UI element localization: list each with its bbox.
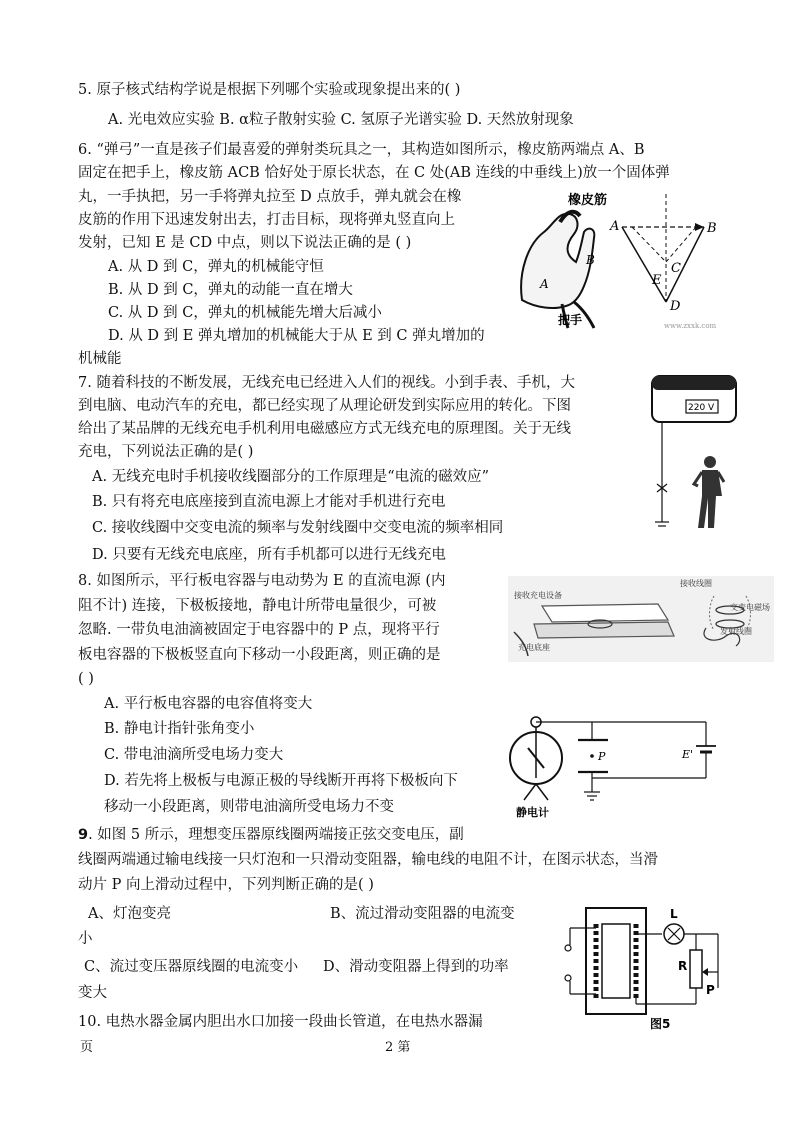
slingshot-figure	[514, 182, 724, 332]
label-b-left: B	[586, 253, 595, 267]
q8-option-c: C. 带电油滴所受电场力变大	[104, 747, 284, 763]
q9-line3: 动片 P 向上滑动过程中，下列判断正确的是( )	[78, 877, 374, 893]
q6-option-d-cont: 机械能	[78, 351, 122, 367]
capacitor-circuit-figure	[506, 712, 732, 820]
q9-option-c: C、流过变压器原线圈的电流变小	[84, 959, 299, 975]
q6-option-d: D. 从 D 到 E 弹丸增加的机械能大于从 E 到 C 弹丸增加的	[108, 328, 485, 344]
label-receiving-coil: 接收线圈	[680, 579, 712, 588]
q7-option-c: C. 接收线圈中交变电流的频率与发射线圈中交变电流的频率相同	[92, 520, 504, 536]
q5-options: A. 光电效应实验 B. α粒子散射实验 C. 氢原子光谱实验 D. 天然放射现象	[108, 112, 574, 128]
label-c: C	[671, 261, 681, 276]
q9-line2: 线圈两端通过输电线接一只灯泡和一只滑动变阻器，输电线的电阻不计，在图示状态，当滑	[78, 852, 658, 868]
q6-option-c: C. 从 D 到 C，弹丸的机械能先增大后减小	[108, 305, 382, 321]
label-e: E	[652, 273, 662, 288]
label-handle: 把手	[558, 313, 583, 327]
footer-left: 页	[80, 1040, 94, 1055]
q8-line4: 板电容器的下极板竖直向下移动一小段距离，则正确的是	[78, 647, 441, 663]
voltage-label: 220 V	[688, 403, 715, 413]
label-b: B	[707, 221, 717, 236]
label-rubber-band: 橡皮筋	[568, 193, 608, 208]
q6-line3: 丸，一手执把，另一手将弹丸拉至 D 点放手，弹丸就会在橡	[78, 189, 462, 205]
q8-line1: 8. 如图所示，平行板电容器与电动势为 E 的直流电源 (内	[78, 573, 446, 589]
q8-option-d: D. 若先将上极板与电源正极的导线断开再将下极板向下	[104, 773, 458, 789]
q6-option-a: A. 从 D 到 C，弹丸的机械能守恒	[108, 259, 324, 275]
q7-line4: 充电，下列说法正确的是( )	[78, 444, 254, 460]
label-d: D	[670, 299, 681, 314]
label-electrometer: 静电计	[516, 806, 549, 819]
figure-caption: 图5	[650, 1017, 671, 1031]
q7-option-b: B. 只有将充电底座接到直流电源上才能对手机进行充电	[92, 494, 446, 510]
label-slider: P	[706, 983, 715, 997]
water-heater-figure	[648, 372, 740, 532]
label-receiving-device: 接收充电设备	[514, 591, 562, 600]
q7-option-a: A. 无线充电时手机接收线圈部分的工作原理是“电流的磁效应”	[92, 469, 490, 485]
q6-line5: 发射，已知 E 是 CD 中点，则以下说法正确的是 ( )	[78, 235, 412, 251]
q9-option-d: D、滑动变阻器上得到的功率	[323, 959, 509, 975]
label-lamp: L	[670, 907, 678, 921]
label-charging-base: 充电底座	[518, 643, 550, 652]
q7-option-d: D. 只要有无线充电底座，所有手机都可以进行无线充电	[92, 547, 446, 563]
q9-option-d-cont: 变大	[78, 985, 107, 1001]
q7-line3: 给出了某品牌的无线充电手机利用电磁感应方式无线充电的原理图。关于无线	[78, 421, 571, 437]
q9-option-b: B、流过滑动变阻器的电流变	[330, 906, 515, 922]
q7-line1: 7. 随着科技的不断发展，无线充电已经进入人们的视线。小到手表、手机，大	[78, 375, 575, 391]
q8-option-d-cont: 移动一小段距离，则带电油滴所受电场力不变	[104, 799, 394, 815]
q6-option-b: B. 从 D 到 C，弹丸的动能一直在增大	[108, 282, 353, 298]
label-ac-field: 交变电磁场	[730, 603, 770, 612]
transformer-figure	[550, 898, 740, 1032]
q6-line4: 皮筋的作用下迅速发射出去，打击目标，现将弹丸竖直向上	[78, 212, 455, 228]
label-transmit-coil: 发射线圈	[720, 627, 752, 636]
q7-line2: 到电脑、电动汽车的充电，都已经实现了从理论研发到实际应用的转化。下图	[78, 398, 571, 414]
q9-line1-text: . 如图 5 所示，理想变压器原线圈两端接正弦交变电压，副	[88, 827, 464, 843]
q9-option-a: A、灯泡变亮	[88, 906, 171, 922]
q10-line1: 10. 电热水器金属内胆出水口加接一段曲长管道，在电热水器漏	[78, 1014, 483, 1030]
q5-stem: 5. 原子核式结构学说是根据下列哪个实验或现象提出来的( )	[78, 82, 461, 98]
q8-line2: 阻不计) 连接，下极板接地，静电计所带电量很少，可被	[78, 598, 437, 614]
q9-number: 9	[78, 827, 89, 843]
label-resistor: R	[678, 959, 688, 973]
label-a-left: A	[540, 277, 549, 291]
q8-option-b: B. 静电计指针张角变小	[104, 721, 255, 737]
q8-line5: ( )	[78, 671, 94, 687]
q6-line2: 固定在把手上，橡皮筋 ACB 恰好处于原长状态，在 C 处(AB 连线的中垂线上)放一个固体弹	[78, 165, 670, 181]
label-emf: E'	[682, 748, 694, 761]
q9-line1	[78, 825, 464, 845]
watermark: www.zxxk.com	[664, 322, 717, 330]
wireless-charger-figure	[508, 576, 774, 662]
label-p: P	[598, 750, 606, 763]
q8-option-a: A. 平行板电容器的电容值将变大	[104, 696, 313, 712]
q9-option-b-cont: 小	[78, 931, 93, 947]
q8-line3: 忽略. 一带负电油滴被固定于电容器中的 P 点，现将平行	[78, 622, 440, 638]
footer-page-number: 2 第	[385, 1040, 411, 1055]
label-a: A	[610, 219, 620, 234]
q6-line1: 6. “弹弓”一直是孩子们最喜爱的弹射类玩具之一，其构造如图所示，橡皮筋两端点 A、B	[78, 142, 645, 158]
